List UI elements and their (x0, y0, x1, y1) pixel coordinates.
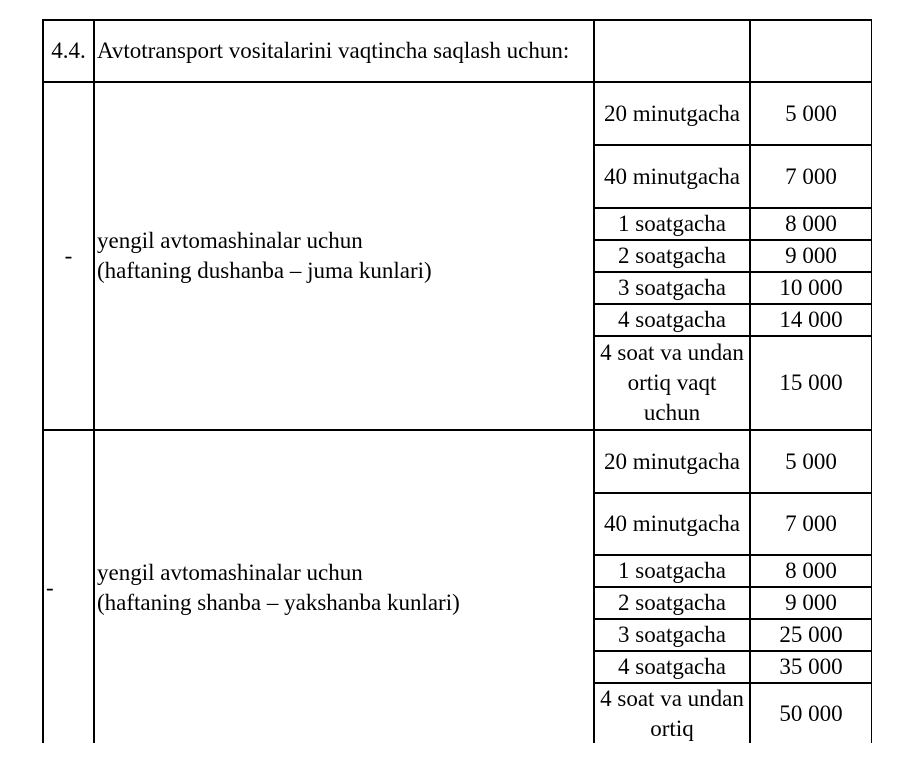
duration-cell: 20 minutgacha (594, 82, 750, 145)
price-cell: 8 000 (750, 555, 872, 587)
group-description (94, 82, 594, 430)
duration-cell: 1 soatgacha (594, 208, 750, 240)
duration-cell: 2 soatgacha (594, 587, 750, 619)
price-cell: 5 000 (750, 82, 872, 145)
section-header-row (43, 20, 872, 82)
duration-cell: 4 soat va undan ortiq (594, 683, 750, 743)
duration-cell: 2 soatgacha (594, 240, 750, 272)
price-cell: 8 000 (750, 208, 872, 240)
group-marker: - (43, 82, 94, 430)
price-cell: 25 000 (750, 619, 872, 651)
group-marker: - (43, 430, 94, 743)
description-line: (haftaning dushanba – juma kunlari) (97, 258, 432, 283)
price-cell: 15 000 (750, 336, 872, 430)
description-line: yengil avtomashinalar uchun (97, 559, 363, 585)
duration-cell: 4 soatgacha (594, 304, 750, 336)
price-cell: 5 000 (750, 430, 872, 493)
section-number: 4.4. (43, 20, 94, 82)
empty-price-cell (750, 20, 872, 82)
duration-cell: 1 soatgacha (594, 555, 750, 587)
price-cell: 50 000 (750, 683, 872, 743)
description-line: yengil avtomashinalar uchun (97, 228, 363, 253)
tariff-table-container (42, 19, 872, 743)
duration-cell: 40 minutgacha (594, 145, 750, 208)
duration-cell: 3 soatgacha (594, 272, 750, 304)
price-cell: 7 000 (750, 145, 872, 208)
section-title: Avtotransport vositalarini vaqtincha saqlash uchun: (94, 20, 594, 82)
table-row (43, 82, 872, 145)
duration-cell: 4 soat va undan ortiq vaqt uchun (594, 336, 750, 430)
price-cell: 9 000 (750, 587, 872, 619)
tariff-table (42, 19, 872, 743)
price-cell: 35 000 (750, 651, 872, 683)
empty-duration-cell (594, 20, 750, 82)
price-cell: 10 000 (750, 272, 872, 304)
price-cell: 9 000 (750, 240, 872, 272)
table-row (43, 430, 872, 493)
duration-cell: 3 soatgacha (594, 619, 750, 651)
duration-cell: 4 soatgacha (594, 651, 750, 683)
price-cell: 7 000 (750, 493, 872, 555)
duration-cell: 20 minutgacha (594, 430, 750, 493)
group-description (94, 430, 594, 743)
duration-cell: 40 minutgacha (594, 493, 750, 555)
price-cell: 14 000 (750, 304, 872, 336)
description-line: (haftaning shanba – yakshanba kunlari) (97, 589, 460, 615)
